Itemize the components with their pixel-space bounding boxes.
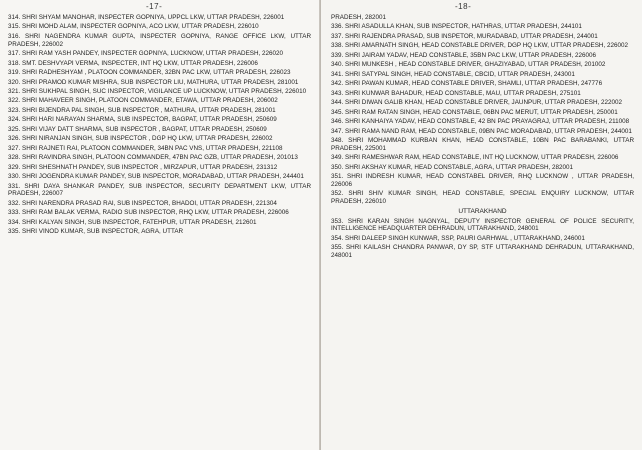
list-item: 322. SHRI MAHAVEER SINGH, PLATOON COMMANDER, ETAWA, UTTAR PRADESH, 206002 <box>8 97 278 105</box>
list-item: 345. SHRI RAM RATAN SINGH, HEAD CONSTABLE, 06BN PAC MERUT, UTTAR PRADESH, 250001 <box>331 108 618 116</box>
right-page <box>321 0 642 450</box>
list-item: 333. SHRI RAM BALAK VERMA, RADIO SUB INSPECTOR, RHQ LKW, UTTAR PRADESH, 226006 <box>8 209 289 217</box>
list-item: PRADESH, 282001 <box>331 14 386 21</box>
list-item: 319. SHRI RADHESHYAM , PLATOON COMMANDER, 32BN PAC LKW, UTTAR PRADESH, 226023 <box>8 69 291 77</box>
right-page-number: -18- <box>455 2 472 11</box>
list-item: 326. SHRI NIRANJAN SINGH, SUB INSPECTOR , DGP HQ LKW, UTTAR PRADESH, 226002 <box>8 135 273 143</box>
list-item: 318. SMT. DESHVYAPI VERMA, INSPECTER, INT HQ LKW, UTTAR PRADESH, 226006 <box>8 59 258 67</box>
list-item: 348. SHRI MOHAMMAD KURBAN KHAN, HEAD CONSTABLE, 10BN PAC BARABANKI, UTTAR PRADESH, 225001 <box>331 137 634 152</box>
list-item: 325. SHRI VIJAY DATT SHARMA, SUB INSPECTOR , BAGPAT, UTTAR PRADESH, 250609 <box>8 125 267 133</box>
list-item: 344. SHRI DIWAN GALIB KHAN, HEAD CONSTABLE DRIVER, JAUNPUR, UTTAR PRADESH, 222002 <box>331 99 623 107</box>
list-item: 351. SHRI INDRESH KUMAR, HEAD CONSTABEL DRIVER, RHQ LUCKNOW , UTTAR PRADESH, 226006 <box>331 173 634 188</box>
list-item: 343. SHRI KUNWAR BAHADUR, HEAD CONSTABLE, MAU, UTTAR PRADESH, 275101 <box>331 89 581 97</box>
right-entries <box>331 14 636 259</box>
list-item: 353. SHRI KARAN SINGH NAGNYAL, DEPUTY INSPECTOR GENERAL OF POLICE SECURITY, INTELLIGENCE HEADQUARTER DEHRADUN, UTTARAKHAND, 248001 <box>331 217 634 233</box>
list-item: 350. SHRI AKSHAY KUMAR, HEAD CONSTABLE, AGRA, UTTAR PRADESH, 282001 <box>331 163 574 171</box>
section-title: UTTARAKHAND <box>458 207 507 215</box>
list-item: 336. SHRI ASADULLA KHAN, SUB INSPECTOR, HATHRAS, UTTAR PRADESH, 244101 <box>331 23 582 31</box>
list-item: 352. SHRI SHIV KUMAR SINGH, HEAD CONSTABLE, SPECIAL ENQUIRY LUCKNOW, UTTAR PRADESH, 226010 <box>331 190 634 206</box>
list-item: 339. SHRI JAIRAM YADAV, HEAD CONSTABLE, 35BN PAC LKW, UTTAR PRADESH, 226006 <box>331 51 597 59</box>
list-item: 349. SHRI RAMESHWAR RAM, HEAD CONSTABLE, INT HQ LUCKNOW, UTTAR PRADESH, 226006 <box>331 154 619 162</box>
list-item: 321. SHRI SUKHPAL SINGH, SUC INSPECTOR, VIGILANCE UP LUCKNOW, UTTAR PRADESH, 226010 <box>8 87 307 95</box>
list-item: 335. SHRI VINOD KUMAR, SUB INSPECTOR, AGRA, UTTAR <box>8 228 184 236</box>
list-item: 316. SHRI NAGENDRA KUMAR GUPTA, INSPECTER GOPNIYA, RANGE OFFICE LKW, UTTAR PRADESH, 226002 <box>8 32 311 48</box>
list-item: 331. SHRI DAYA SHANKAR PANDEY, SUB INSPECTOR, SECURITY DEPARTMENT LKW, UTTAR PRADESH, 226007 <box>8 182 311 198</box>
list-item: 355. SHRI KAILASH CHANDRA PANWAR, DY SP, STF UTTARAKHAND DEHRADUN, UTTARAKHAND, 248001 <box>331 244 634 259</box>
list-item: 324. SHRI HARI NARAYAN SHARMA, SUB INSPECTOR, BAGPAT, UTTAR PRADESH, 250609 <box>8 116 277 124</box>
left-entries <box>6 14 311 236</box>
list-item: 347. SHRI RAMA NAND RAM, HEAD CONSTABLE, 09BN PAC MORADABAD, UTTAR PRADESH, 244001 <box>331 127 632 135</box>
list-item: 320. SHRI PRAMOD KUMAR MISHRA, SUB INSPECTOR LIU, MATHURA, UTTAR PRADESH, 281001 <box>8 78 299 86</box>
list-item: 338. SHRI AMARNATH SINGH, HEAD CONSTABLE DRIVER, DGP HQ LKW, UTTAR PRADESH, 226002 <box>331 42 628 50</box>
list-item: 315. SHRI MOHD ALAM, INSPECTER GOPNIYA, ACO LKW, UTTAR PRADESH, 226010 <box>8 23 259 31</box>
list-item: 337. SHRI RAJENDRA PRASAD, SUB INSPETOR, MURADABAD, UTTAR PRADESH, 244001 <box>331 32 598 40</box>
list-item: 323. SHRI BIJENDRA PAL SINGH, SUB INSPECTOR , MATHURA, UTTAR PRADESH, 281001 <box>8 106 276 114</box>
list-item: 332. SHRI NARENDRA PRASAD RAI, SUB INSPECTOR, BHADOI, UTTAR PRADESH, 221304 <box>8 199 277 207</box>
list-item: 334. SHRI KALYAN SINGH, SUB INSPECTOR, FATEHPUR, UTTAR PRADESH, 212601 <box>8 218 257 226</box>
list-item: 346. SHRI KANHAIYA YADAV, HEAD CONSTABLE, 42 BN PAC PRAYAGRAJ, UTTAR PRADESH, 211008 <box>331 118 630 126</box>
list-item: 314. SHRI SHYAM MANOHAR, INSPECTER GOPNIYA, UPPCL LKW, UTTAR PRADESH, 226001 <box>8 14 285 21</box>
left-page-number: -17- <box>146 2 163 11</box>
list-item: 327. SHRI RAJNETI RAI, PLATOON COMMANDER, 34BN PAC VNS, UTTAR PRADESH, 221108 <box>8 144 283 152</box>
list-item: 329. SHRI SHESHNATH PANDEY, SUB INSPECTOR , MIRZAPUR, UTTAR PRADESH, 231312 <box>8 163 278 171</box>
list-item: 354. SHRI DALEEP SINGH KUNWAR, SSP, PAURI GARHWAL , UTTARAKHAND, 246001 <box>331 234 585 242</box>
list-item: 341. SHRI SATYPAL SINGH, HEAD CONSTABLE, CBCID, UTTAR PRADESH, 243001 <box>331 70 575 78</box>
list-item: 340. SHRI MUNKESH , HEAD CONSTABLE DRIVER, GHAZIYABAD, UTTAR PRADESH, 201002 <box>331 61 606 69</box>
list-item: 328. SHRI RAVINDRA SINGH, PLATOON COMMANDER, 47BN PAC GZB, UTTAR PRADESH, 201013 <box>8 154 298 162</box>
list-item: 317. SHRI RAM YASH PANDEY, INSPECTER GOPNIYA, LUCKNOW, UTTAR PRADESH, 226020 <box>8 50 284 58</box>
list-item: 330. SHRI JOGENDRA KUMAR PANDEY, SUB INSPECTOR, MORADABAD, UTTAR PRADESH, 244401 <box>8 173 304 181</box>
list-item: 342. SHRI PAWAN KUMAR, HEAD CONSTABLE DRIVER, SHAMLI, UTTAR PRADESH, 247776 <box>331 80 603 88</box>
